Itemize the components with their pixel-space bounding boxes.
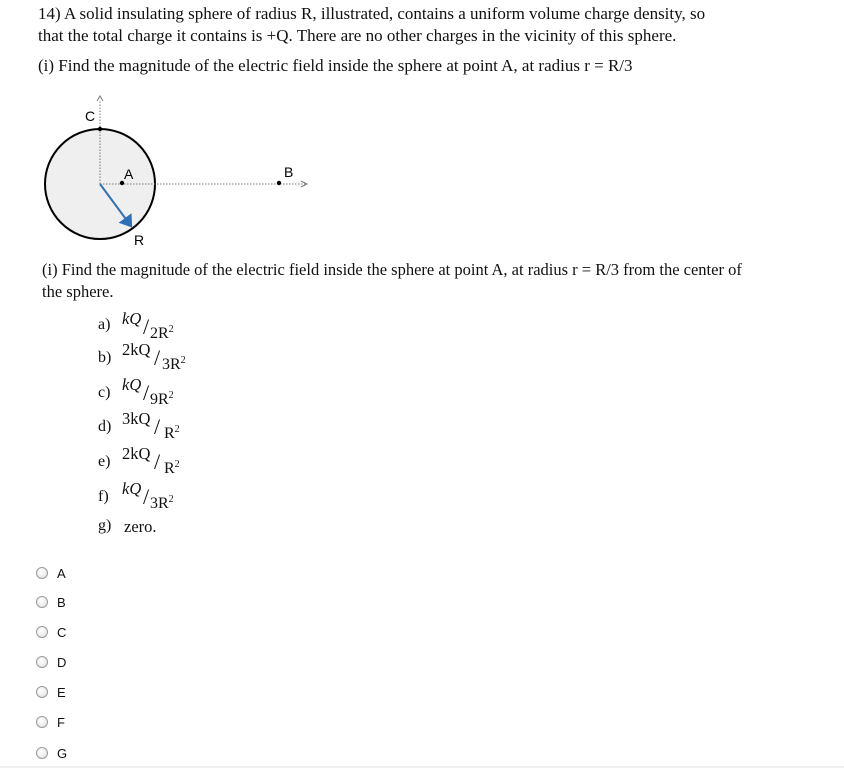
subquestion-text: (i) Find the magnitude of the electric field inside the sphere at point A, at radius r = R/3 from the center of the sphere. <box>42 260 742 301</box>
radio-button-d[interactable] <box>36 656 48 668</box>
label-c: C <box>85 108 96 124</box>
radio-button-a[interactable] <box>36 567 48 579</box>
option-a-letter: a) <box>98 316 111 333</box>
option-c-numerator: kQ <box>122 375 142 394</box>
option-e-fraction: 2kQ / $R^2$ <box>122 444 180 477</box>
option-d-exponent: 2 <box>174 424 180 435</box>
point-c-dot <box>98 127 102 131</box>
label-b: B <box>284 164 294 180</box>
answer-label-e: E <box>57 684 66 700</box>
point-b-dot <box>277 181 281 185</box>
option-e-exponent: 2 <box>174 459 180 470</box>
answer-choice-f[interactable] <box>36 713 65 731</box>
answer-label-g: G <box>57 745 68 761</box>
option-e-denominator: R <box>164 460 175 477</box>
option-f-letter: f) <box>98 488 109 505</box>
option-g-letter: g) <box>98 517 112 534</box>
option-c-denominator: 9R <box>150 391 169 408</box>
vertical-axis-arrowhead <box>97 96 103 101</box>
answer-choice-c[interactable] <box>36 623 66 641</box>
option-c-fraction: kQ / $9R^2$ <box>122 375 174 408</box>
option-c-letter: c) <box>98 384 111 401</box>
answer-label-d: D <box>57 654 67 670</box>
option-e-numerator: 2kQ <box>122 444 151 463</box>
option-e-letter: e) <box>98 453 111 470</box>
option-b-numerator: 2kQ <box>122 340 151 359</box>
option-f-exponent: 2 <box>168 494 174 505</box>
label-a: A <box>124 166 134 182</box>
radio-button-g[interactable] <box>36 747 48 759</box>
option-b-exponent: 2 <box>180 355 186 366</box>
radio-button-c[interactable] <box>36 626 48 638</box>
answer-label-b: B <box>57 594 66 610</box>
radio-button-b[interactable] <box>36 596 48 608</box>
option-d-denominator: R <box>164 425 175 442</box>
option-d-numerator: 3kQ <box>122 409 151 428</box>
option-b-denominator: 3R <box>162 356 181 373</box>
option-g-text: zero. <box>124 517 157 536</box>
option-c-exponent: 2 <box>168 390 174 401</box>
option-d-letter: d) <box>98 418 112 435</box>
option-a-numerator: kQ <box>122 309 142 328</box>
answer-choice-e[interactable] <box>36 683 66 701</box>
cutoff-question-line <box>38 56 718 75</box>
answer-choice-g[interactable] <box>36 744 67 762</box>
option-b-letter: b) <box>98 349 112 366</box>
option-b-fraction: 2kQ / $3R^2$ <box>122 340 186 373</box>
option-d-fraction: 3kQ / $R^2$ <box>122 409 180 442</box>
option-f-fraction: kQ / $3R^2$ <box>122 479 174 512</box>
answer-label-c: C <box>57 624 67 640</box>
option-f-denominator: 3R <box>150 495 169 512</box>
answer-label-a: A <box>57 565 66 581</box>
sphere-diagram <box>0 90 330 255</box>
option-a-exponent: 2 <box>168 324 174 335</box>
label-r: R <box>134 232 145 248</box>
answer-choice-b[interactable] <box>36 593 66 611</box>
question-text: 14) A solid insulating sphere of radius R, illustrated, contains a uniform volume charge density, so that the total charge it contains is +Q. There are no other charges in the vicinity of this sphere. <box>38 4 706 45</box>
radio-button-e[interactable] <box>36 686 48 698</box>
answer-choice-d[interactable] <box>36 653 66 671</box>
option-a-denominator: 2R <box>150 325 169 342</box>
answer-choice-a[interactable] <box>36 564 66 582</box>
answer-label-f: F <box>57 714 65 730</box>
radio-button-f[interactable] <box>36 716 48 728</box>
cutoff-question-text: (i) Find the magnitude of the electric field inside the sphere at point A, at radius r = R/3 <box>38 56 633 75</box>
option-f-numerator: kQ <box>122 479 142 498</box>
option-a-fraction: kQ / $2R^2$ <box>122 309 174 342</box>
